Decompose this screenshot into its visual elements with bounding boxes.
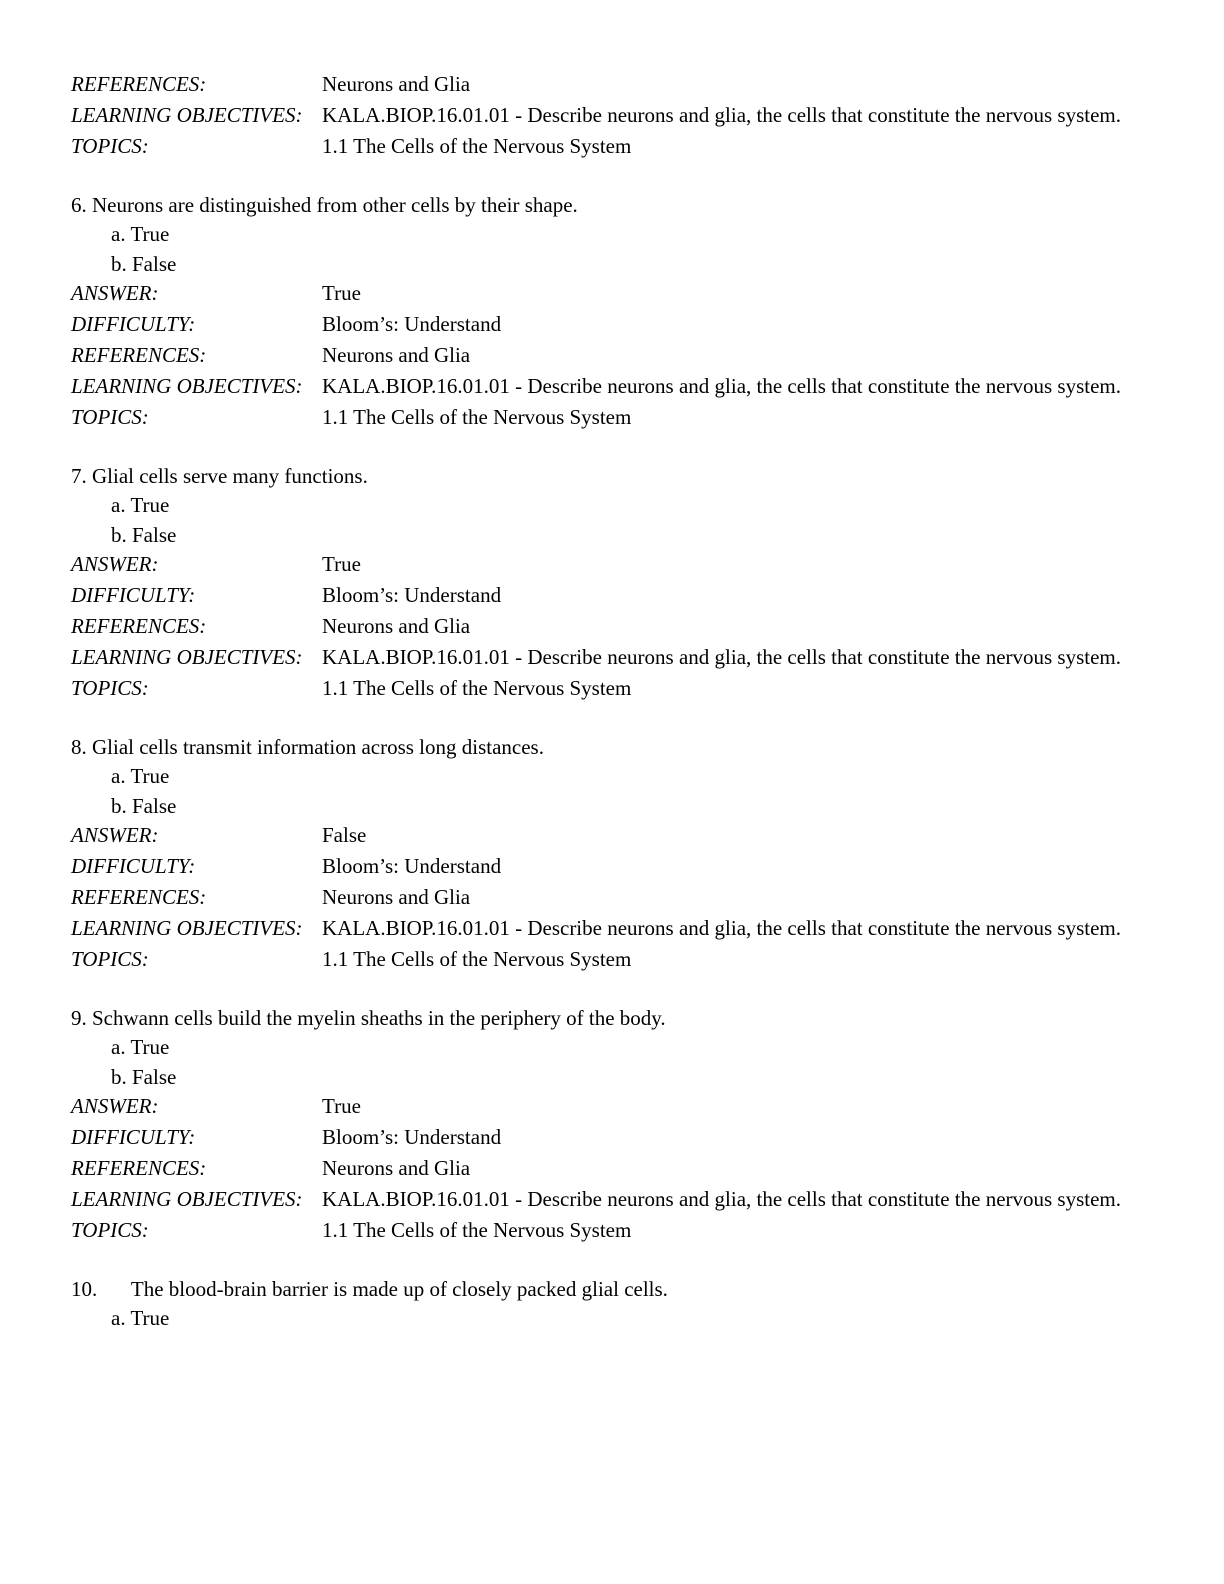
- references-value: Neurons and Glia: [322, 1156, 471, 1180]
- learning-objectives-value: KALA.BIOP.16.01.01 - Describe neurons and glia, the cells that constitute the nervous system.: [322, 103, 1122, 127]
- learning-objectives-label: LEARNING OBJECTIVES:: [71, 374, 303, 398]
- references-row: [71, 885, 1161, 910]
- learning-objectives-row: [71, 1187, 1161, 1212]
- difficulty-row: [71, 312, 1161, 337]
- question-metadata: [71, 823, 1161, 972]
- references-value: Neurons and Glia: [322, 614, 471, 638]
- difficulty-value: Bloom’s: Understand: [322, 1125, 502, 1149]
- topics-row: [71, 947, 1161, 972]
- references-value: Neurons and Glia: [322, 885, 471, 909]
- choice-a: a. True: [111, 1306, 170, 1330]
- question-7: [71, 463, 1161, 701]
- topics-label: TOPICS:: [71, 405, 149, 429]
- topics-row: [71, 134, 1161, 159]
- learning-objectives-label: LEARNING OBJECTIVES:: [71, 916, 303, 940]
- difficulty-value: Bloom’s: Understand: [322, 854, 502, 878]
- references-row: [71, 72, 1161, 97]
- question-stem: [71, 192, 1161, 218]
- learning-objectives-value: KALA.BIOP.16.01.01 - Describe neurons and glia, the cells that constitute the nervous system.: [322, 916, 1122, 940]
- question-stem: [71, 734, 1161, 760]
- question-text: Schwann cells build the myelin sheaths in the periphery of the body.: [92, 1006, 666, 1030]
- choice-a: a. True: [111, 222, 170, 246]
- answer-label: ANSWER:: [71, 823, 159, 847]
- topics-label: TOPICS:: [71, 1218, 149, 1242]
- answer-row: [71, 281, 1161, 306]
- difficulty-value: Bloom’s: Understand: [322, 583, 502, 607]
- question-6: [71, 192, 1161, 430]
- question-number: 8.: [71, 735, 87, 759]
- choice-b: b. False: [111, 1065, 177, 1089]
- answer-value: True: [322, 552, 361, 576]
- question-metadata: [71, 552, 1161, 701]
- question-number: 7.: [71, 464, 87, 488]
- references-row: [71, 614, 1161, 639]
- question-9: [71, 1005, 1161, 1243]
- topics-value: 1.1 The Cells of the Nervous System: [322, 405, 632, 429]
- question-5-metadata: [71, 72, 1161, 159]
- choice-b: b. False: [111, 523, 177, 547]
- question-text: Glial cells transmit information across long distances.: [92, 735, 544, 759]
- learning-objectives-row: [71, 916, 1161, 941]
- question-number: 6.: [71, 193, 87, 217]
- topics-value: 1.1 The Cells of the Nervous System: [322, 1218, 632, 1242]
- difficulty-row: [71, 854, 1161, 879]
- question-text: Glial cells serve many functions.: [92, 464, 368, 488]
- question-10: [71, 1276, 1161, 1331]
- learning-objectives-row: [71, 374, 1161, 399]
- question-number: 10.: [71, 1277, 98, 1301]
- references-row: [71, 343, 1161, 368]
- references-label: REFERENCES:: [71, 885, 207, 909]
- question-stem: [71, 1005, 1161, 1031]
- choice-a: a. True: [111, 493, 170, 517]
- topics-row: [71, 405, 1161, 430]
- difficulty-row: [71, 1125, 1161, 1150]
- learning-objectives-value: KALA.BIOP.16.01.01 - Describe neurons and glia, the cells that constitute the nervous system.: [322, 374, 1122, 398]
- difficulty-label: DIFFICULTY:: [71, 312, 196, 336]
- learning-objectives-value: KALA.BIOP.16.01.01 - Describe neurons and glia, the cells that constitute the nervous system.: [322, 1187, 1122, 1211]
- topics-value: 1.1 The Cells of the Nervous System: [322, 676, 632, 700]
- answer-row: [71, 1094, 1161, 1119]
- difficulty-label: DIFFICULTY:: [71, 1125, 196, 1149]
- choice-b: b. False: [111, 252, 177, 276]
- question-number: 9.: [71, 1006, 87, 1030]
- choice-a: a. True: [111, 764, 170, 788]
- question-metadata: [71, 281, 1161, 430]
- answer-row: [71, 552, 1161, 577]
- answer-row: [71, 823, 1161, 848]
- topics-value: 1.1 The Cells of the Nervous System: [322, 947, 632, 971]
- document-page: [71, 72, 1161, 1335]
- learning-objectives-value: KALA.BIOP.16.01.01 - Describe neurons and glia, the cells that constitute the nervous system.: [322, 645, 1122, 669]
- choice-b: b. False: [111, 794, 177, 818]
- references-value: Neurons and Glia: [322, 343, 471, 367]
- learning-objectives-label: LEARNING OBJECTIVES:: [71, 645, 303, 669]
- topics-label: TOPICS:: [71, 947, 149, 971]
- references-label: REFERENCES:: [71, 1156, 207, 1180]
- topics-row: [71, 676, 1161, 701]
- references-label: REFERENCES:: [71, 614, 207, 638]
- references-label: REFERENCES:: [71, 72, 207, 96]
- difficulty-row: [71, 583, 1161, 608]
- learning-objectives-row: [71, 645, 1161, 670]
- learning-objectives-row: [71, 103, 1161, 128]
- topics-value: 1.1 The Cells of the Nervous System: [322, 134, 632, 158]
- references-label: REFERENCES:: [71, 343, 207, 367]
- topics-row: [71, 1218, 1161, 1243]
- choice-a: a. True: [111, 1035, 170, 1059]
- topics-label: TOPICS:: [71, 676, 149, 700]
- question-text: Neurons are distinguished from other cells by their shape.: [92, 193, 578, 217]
- answer-label: ANSWER:: [71, 281, 159, 305]
- question-text: The blood-brain barrier is made up of closely packed glial cells.: [130, 1277, 668, 1301]
- answer-value: True: [322, 281, 361, 305]
- learning-objectives-label: LEARNING OBJECTIVES:: [71, 1187, 303, 1211]
- difficulty-label: DIFFICULTY:: [71, 854, 196, 878]
- question-8: [71, 734, 1161, 972]
- question-stem: [71, 1276, 1161, 1302]
- references-row: [71, 1156, 1161, 1181]
- answer-value: True: [322, 1094, 361, 1118]
- difficulty-label: DIFFICULTY:: [71, 583, 196, 607]
- difficulty-value: Bloom’s: Understand: [322, 312, 502, 336]
- question-metadata: [71, 1094, 1161, 1243]
- question-stem: [71, 463, 1161, 489]
- references-value: Neurons and Glia: [322, 72, 471, 96]
- learning-objectives-label: LEARNING OBJECTIVES:: [71, 103, 303, 127]
- answer-label: ANSWER:: [71, 1094, 159, 1118]
- answer-value: False: [322, 823, 367, 847]
- answer-label: ANSWER:: [71, 552, 159, 576]
- topics-label: TOPICS:: [71, 134, 149, 158]
